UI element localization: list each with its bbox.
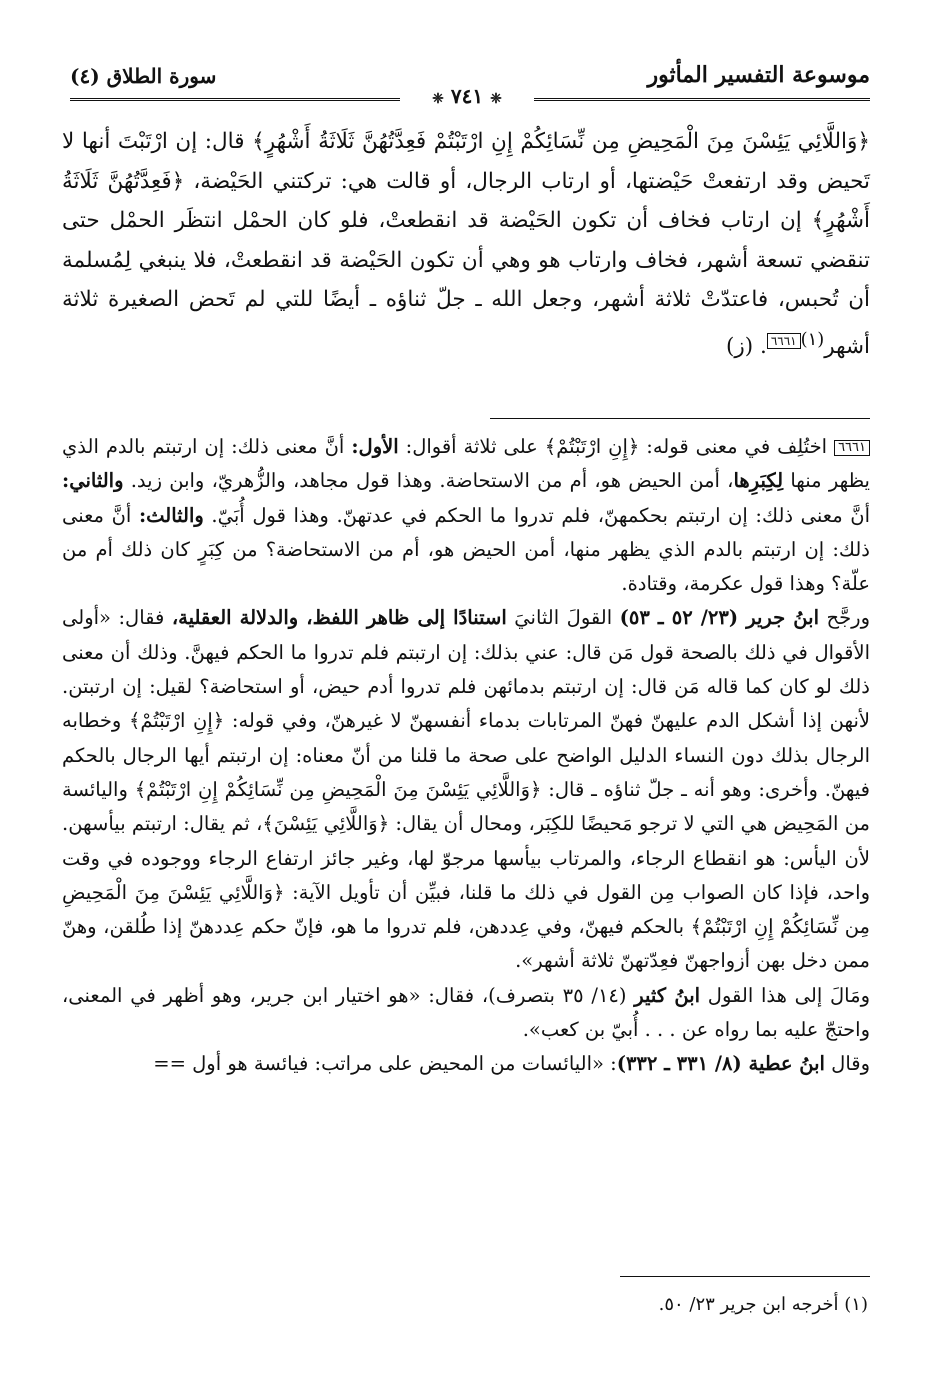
scholar-name: ابنُ عطية (٨/ ٣٣١ ـ ٣٣٢): [616, 1052, 825, 1076]
text-span: وقال: [824, 1052, 870, 1076]
footnote-separator: [620, 1276, 870, 1277]
label-first: الأول:: [351, 435, 399, 458]
text-span: : «اليائسات من المحيض على مراتب: فيائسة هو أول ==: [153, 1052, 617, 1076]
commentary-paragraph: [62, 430, 870, 601]
text-span: أنَّ معنى ذلك: إن ارتبتم بالدم الذي يظهر منها: [62, 435, 870, 493]
commentary-paragraph: [62, 1047, 870, 1081]
narrator-code: . (ز): [726, 334, 767, 360]
main-paragraph-text: ﴿وَاللَّائِي يَئِسْنَ مِنَ الْمَحِيضِ مِن نِّسَائِكُمْ إِنِ ارْتَبْتُمْ فَعِدَّتُهُنَّ ثَلَاثَةُ أَشْهُرٍ﴾ قال: إن ارْتَبْتَ أنها لا تَحيض وقد ارتفعتْ حَيْضتها، أو ارتاب الرجال، أو قالت هي: تركتني الحَيْضة، ﴿فَعِدَّتُهُنَّ ثَلَاثَةُ أَشْهُرٍ﴾ إن ارتاب فخاف أن تكون الحَيْضة قد انقطعتْ، فلو كان الحمْل انتظَر الحمْل حتى تنقضي تسعة أشهر، فخاف وارتاب هو وهي أن تكون الحَيْضة قد انقطعتْ، فلا ينبغي لِمُسلمة أن تُحبس، فاعتدّتْ ثلاثة أشهر، وجعل الله ـ جلّ ثناؤه ـ أيضًا للتي لم تَحض الصغيرة ثلاثة أشهر: [62, 129, 870, 360]
emphasis: لِكِبَرِها: [733, 469, 784, 493]
text-span: القولَ الثانيَ: [506, 606, 620, 630]
emphasis: استنادًا إلى ظاهر اللفظ، والدلالة العقلية،: [171, 606, 507, 630]
text-span: فقال: «أولى الأقوال في ذلك بالصحة قول مَن قال: عني بذلك: إن ارتبتم فلم تدروا ما الحكم فيهنَّ. وذلك أن معنى ذلك لو كان كما قاله مَن قال: إن ارتبتم بدمائهن فلم تدروا أدم حيض، أو استحاضة؟ لقيل: إن ارتبتن. لأنهن إذا أشكل الدم عليهنّ فهنّ المرتابات بدماء أنفسهنّ لا غيرهنّ، وفي قوله: ﴿إِنِ ارْتَبْتُمْ﴾ وخطابه الرجال بذلك دون النساء الدليل الواضح على صحة ما قلنا من أنّ معناه: إن ارتبتم أيها الرجال بالحكم فيهنّ. وأخرى: وهو أنه ـ جلّ ثناؤه ـ قال: ﴿وَاللَّائِي يَئِسْنَ مِنَ الْمَحِيضِ مِن نِّسَائِكُمْ إِنِ ارْتَبْتُمْ﴾ واليائسة من المَحِيض هي التي لا ترجو مَحيضًا للكِبَر، ومحال أن يقال: ﴿وَاللَّائِي يَئِسْنَ﴾، ثم يقال: ارتبتم بيأسهن. لأن اليأس: هو انقطاع الرجاء، والمرتاب بيأسها مرجوّ لها، وغير جائز ارتفاع الرجاء ووجوده في وقت واحد، فإذا كان الصواب مِن القول في ذلك ما قلنا، فبيِّن أن تأويل الآية: ﴿وَاللَّائِي يَئِسْنَ مِنَ الْمَحِيضِ مِن نِّسَائِكُمْ إِنِ ارْتَبْتُمْ﴾ بالحكم فيهنّ، وفي عِددهن، فلم تدروا ما هو، فإنّ حكم عِددهنّ إذا طُلقن، وهنّ ممن دخل بهن أزواجهنّ فعِدّتهنّ ثلاثة أشهر».: [62, 606, 870, 973]
surah-title: سورة الطلاق (٤): [70, 64, 217, 88]
commentary-paragraph: [62, 601, 870, 978]
text-span: اختُلِف في معنى قوله: ﴿إِنِ ارْتَبْتُمْ﴾ على ثلاثة أقوال:: [398, 435, 828, 458]
ornament-icon: ❈: [432, 91, 444, 107]
label-third: والثالث:: [138, 503, 204, 527]
scholar-name: ابنُ جرير (٢٣/ ٥٢ ـ ٥٣): [619, 606, 819, 630]
page-number: [400, 84, 534, 114]
main-text: [62, 122, 870, 367]
book-title: موسوعة التفسير المأثور: [647, 62, 870, 88]
page-number-text: ٧٤١: [450, 84, 484, 108]
text-span: ورجَّح: [819, 606, 870, 630]
text-span: أنَّ معنى ذلك: إن ارتبتم بالدم الذي يظهر منها، أمن الحيض هو، أم من الاستحاضة؟ من كِبَرٍ كان ذلك أم من علّة؟ وهذا قول عكرمة، وقتادة.: [62, 503, 870, 596]
ornament-icon: ❈: [490, 91, 502, 107]
text-span: ، أمن الحيض هو، أم من الاستحاضة. وهذا قول مجاهد، والزُّهريّ، وابن زيد.: [123, 469, 734, 493]
reference-box: ٦٦٦١: [834, 440, 870, 456]
scholar-name: ابنُ كثير: [634, 983, 701, 1007]
footnote: (١) أخرجه ابن جرير ٢٣/ ٥٠.: [658, 1294, 868, 1315]
main-paragraph: [62, 122, 870, 367]
text-span: (١٤/ ٣٥ بتصرف)، فقال: «هو اختيار ابن جرير، وهو أظهر في المعنى، واحتجّ عليه بما رواه عن . . . أُبيّ بن كعب».: [62, 983, 870, 1042]
text-span: ومَالَ إلى هذا القول: [700, 983, 870, 1007]
text-span: أنَّ معنى ذلك: إن ارتبتم بحكمهنّ، فلم تدروا ما الحكم في عدتهنّ. وهذا قول أُبَيّ.: [203, 503, 870, 527]
label-second: والثاني:: [62, 469, 124, 493]
notes-separator: [490, 418, 870, 419]
reference-box: ٦٦٦١: [767, 333, 801, 349]
commentary: [62, 430, 870, 1082]
commentary-paragraph: [62, 979, 870, 1048]
footnote-marker: (١): [800, 328, 825, 350]
